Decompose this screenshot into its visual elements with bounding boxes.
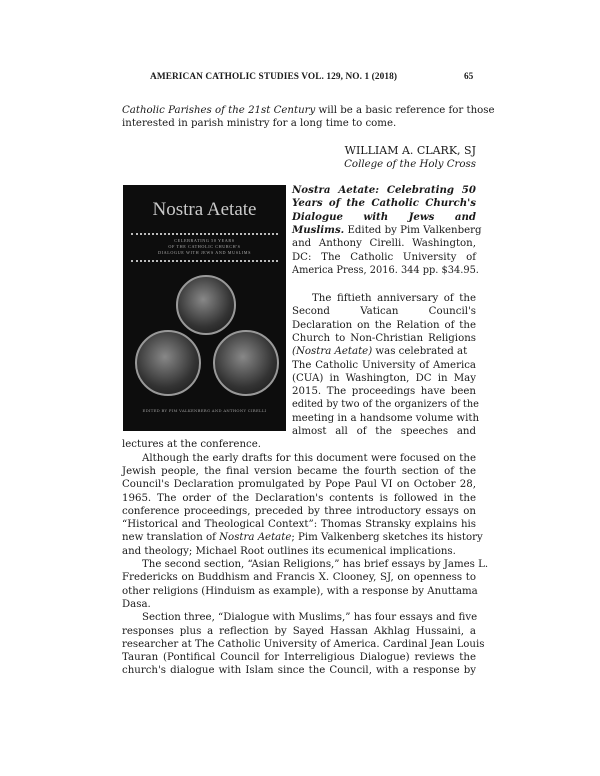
text: ; Pim Valkenberg sketches its history [291, 532, 483, 544]
text: will be a basic reference for those [315, 105, 495, 116]
body-line: Declaration on the Relation of the [292, 319, 476, 331]
divider [131, 233, 278, 235]
body-line: meeting in a handsome volume with [292, 412, 480, 424]
body-line: Fredericks on Buddhism and Francis X. Clooney, SJ, on openness to [122, 572, 476, 584]
body-line: Dasa. [122, 598, 151, 610]
subtitle-line: DIALOGUE WITH JEWS AND MUSLIMS [157, 250, 252, 255]
cover-editors: EDITED BY PIM VALKENBERG AND ANTHONY CIRELLI [142, 408, 267, 413]
body-line: The Catholic University of America [292, 359, 476, 371]
text: Muslims. [292, 223, 345, 236]
body-line: Section three, “Dialogue with Muslims,” has four essays and five [142, 612, 478, 624]
body-line: lectures at the conference. [122, 439, 261, 451]
body-line: Tauran (Pontifical Council for Interreligious Dialogue) reviews the [122, 652, 476, 664]
body-line [122, 531, 483, 544]
text: new translation of [122, 532, 220, 544]
body-line: The second section, “Asian Religions,” has brief essays by James L. [142, 559, 489, 570]
photo-circle-right [213, 330, 279, 396]
book-title: Catholic Parishes of the 21st Century [122, 105, 316, 116]
body-line: almost all of the speeches and [292, 426, 476, 437]
text: Edited by Pim Valkenberg [344, 224, 482, 236]
citation-line: and Anthony Cirelli. Washington, [292, 238, 476, 250]
divider [131, 260, 278, 262]
citation-line: Dialogue with Jews and [292, 210, 476, 223]
reviewer-name: WILLIAM A. CLARK, SJ [344, 144, 476, 157]
body-line: interested in parish ministry for a long time to come. [122, 118, 397, 130]
body-line: responses plus a reflection by Sayed Hassan Akhlag Hussaini, a [122, 625, 476, 637]
citation-line: Years of the Catholic Church's [292, 197, 476, 210]
body-line: The fiftieth anniversary of the [312, 293, 476, 304]
cover-subtitle [123, 238, 286, 256]
text: Nostra Aetate [219, 532, 292, 544]
photo-circle-left [135, 330, 201, 396]
body-line [122, 104, 495, 117]
body-line: “Historical and Theological Context”: Thomas Stransky explains his [122, 519, 476, 531]
running-header: AMERICAN CATHOLIC STUDIES VOL. 129, NO. 1 (2018) [150, 72, 398, 82]
subtitle-line: OF THE CATHOLIC CHURCH'S [168, 244, 241, 249]
cover-title: Nostra Aetate [152, 199, 257, 220]
body-line: 2015. The proceedings have been [292, 386, 476, 398]
body-line: conference proceedings, preceded by three introductory essays on [122, 505, 476, 517]
text: was celebrated at [372, 346, 468, 358]
citation-line: Nostra Aetate: Celebrating 50 [292, 184, 476, 196]
body-line: Second Vatican Council's [292, 306, 476, 318]
body-line [292, 345, 476, 358]
body-line: Although the early drafts for this document were focused on the [142, 452, 476, 464]
body-line: and theology; Michael Root outlines its ecumenical implications. [122, 545, 456, 557]
page-number: 65 [464, 72, 474, 82]
reviewer-affiliation: College of the Holy Cross [344, 158, 476, 170]
text: (Nostra Aetate) [292, 346, 373, 358]
body-line: researcher at The Catholic University of America. Cardinal Jean Louis [122, 638, 485, 650]
body-line: edited by two of the organizers of the [292, 399, 479, 411]
body-line: Church to Non-Christian Religions [292, 332, 476, 344]
body-line: Council's Declaration promulgated by Pope Paul VI on October 28, [122, 479, 476, 491]
citation-line: America Press, 2016. 344 pp. $34.95. [292, 264, 479, 276]
book-cover-image [123, 185, 286, 431]
subtitle-line: CELEBRATING 50 YEARS [174, 238, 235, 243]
citation-line [292, 223, 482, 237]
body-line: 1965. The order of the Declaration's contents is followed in the [122, 492, 476, 504]
body-line: (CUA) in Washington, DC in May [292, 372, 476, 384]
body-line: other religions (Hinduism as example), with a response by Anuttama [122, 585, 478, 597]
photo-circle-top [176, 275, 236, 335]
body-line: church's dialogue with Islam since the Council, with a response by [122, 665, 476, 677]
citation-line: DC: The Catholic University of [292, 251, 476, 263]
body-line: Jewish people, the final version became the fourth section of the [122, 465, 476, 477]
